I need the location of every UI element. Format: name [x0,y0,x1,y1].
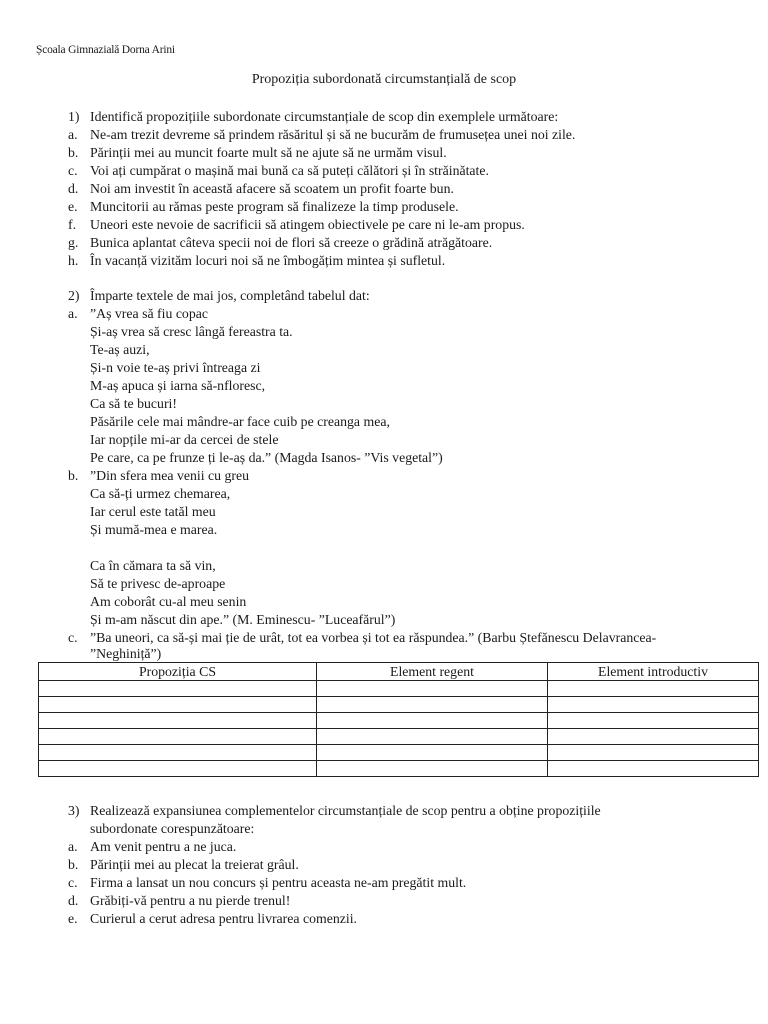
table-row [39,745,759,761]
poem-b-line: Să te privesc de-aproape [90,576,226,591]
poem-a-line: M-aș apuca și iarna să-nfloresc, [90,378,266,393]
answer-table [38,662,759,777]
table-cell[interactable] [548,681,759,697]
poem-a-line: Pe care, ca pe frunze ți le-aș da.” (Magda Isanos- ”Vis vegetal”) [90,450,443,465]
exercise-2-number: 2) [68,288,80,303]
exercise-1-number: 1) [68,109,80,124]
table-row [39,761,759,777]
table-cell[interactable] [317,697,548,713]
poem-a-line: Te-aș auzi, [90,342,150,357]
table-row [39,681,759,697]
poem-a-line: Și-n voie te-aș privi întreaga zi [90,360,261,375]
exercise-1-item-text: Muncitorii au rămas peste program să finalizeze la timp produsele. [90,199,459,214]
table-cell[interactable] [317,681,548,697]
exercise-3-item-label: b. [68,857,79,872]
exercise-3-item-label: e. [68,911,78,926]
table-cell[interactable] [548,713,759,729]
exercise-3-item-label: c. [68,875,78,890]
exercise-1-item-text: Bunica aplantat câteva specii noi de flori să creeze o grădină atrăgătoare. [90,235,493,250]
column-header-propozitia-cs: Propoziția CS [39,663,317,681]
poem-b-line: Am coborât cu-al meu senin [90,594,247,609]
exercise-2-prompt: Împarte textele de mai jos, completând tabelul dat: [90,288,370,303]
quote-c-label: c. [68,630,78,645]
table-cell[interactable] [39,681,317,697]
exercise-3-item-label: d. [68,893,79,908]
poem-b-line: Și m-am născut din ape.” (M. Eminescu- ”Luceafărul”) [90,612,396,627]
quote-c-line: ”Ba uneori, ca să-și mai ție de urât, tot ea vorbea și tot ea răspundea.” (Barbu Ștefănescu Delavrancea- [90,630,657,645]
table-cell[interactable] [317,713,548,729]
poem-b-line: Și mumă-mea e marea. [90,522,218,537]
exercise-3-number: 3) [68,803,80,818]
poem-b-line: Ca să-ți urmez chemarea, [90,486,231,501]
exercise-1-item-text: În vacanță vizităm locuri noi să ne îmbogățim mintea și sufletul. [90,253,446,268]
table-cell[interactable] [39,697,317,713]
table-cell[interactable] [548,761,759,777]
poem-b-label: b. [68,468,79,483]
poem-b-line: ”Din sfera mea venii cu greu [90,468,249,483]
school-name: Școala Gimnazială Dorna Arini [36,44,175,56]
exercise-1-item-text: Uneori este nevoie de sacrificii să atingem obiectivele pe care ni le-am propus. [90,217,525,232]
poem-a-line: Păsările cele mai mândre-ar face cuib pe creanga mea, [90,414,390,429]
exercise-1-item-text: Voi ați cumpărat o mașină mai bună ca să puteți călători și în străinătate. [90,163,489,178]
poem-a-line: Ca să te bucuri! [90,396,177,411]
poem-a-line: ”Aș vrea să fiu copac [90,306,208,321]
poem-a-line: Și-aș vrea să cresc lângă fereastra ta. [90,324,293,339]
exercise-3-item-text: Grăbiți-vă pentru a nu pierde trenul! [90,893,291,908]
exercise-3-item-text: Părinții mei au plecat la treierat grâul. [90,857,299,872]
table-row [39,729,759,745]
poem-a-line: Iar nopțile mi-ar da cercei de stele [90,432,279,447]
exercise-1-item-text: Ne-am trezit devreme să prindem răsăritul și să ne bucurăm de frumusețea unei noi zile. [90,127,576,142]
table-cell[interactable] [548,745,759,761]
exercise-1-item-label: c. [68,163,78,178]
exercise-3-item-text: Curierul a cerut adresa pentru livrarea comenzii. [90,911,357,926]
page-title: Propoziția subordonată circumstanțială de scop [251,72,517,87]
table-cell[interactable] [548,697,759,713]
table-cell[interactable] [317,745,548,761]
exercise-3-item-text: Firma a lansat un nou concurs și pentru aceasta ne-am pregătit mult. [90,875,467,890]
exercise-1-item-label: f. [68,217,77,232]
column-header-element-regent: Element regent [317,663,548,681]
exercise-3-prompt-line: subordonate corespunzătoare: [90,821,255,836]
table-row [39,713,759,729]
poem-b-line: Ca în cămara ta să vin, [90,558,216,573]
table-cell[interactable] [317,761,548,777]
exercise-3-prompt-line: Realizează expansiunea complementelor circumstanțiale de scop pentru a obține propozițiile [90,803,601,818]
exercise-3-item-label: a. [68,839,78,854]
poem-b-line: Iar cerul este tatăl meu [90,504,216,519]
exercise-1-item-label: b. [68,145,79,160]
exercise-1-item-label: e. [68,199,78,214]
exercise-1-prompt: Identifică propozițiile subordonate circumstanțiale de scop din exemplele următoare: [90,109,559,124]
table-cell[interactable] [39,713,317,729]
exercise-1-item-label: h. [68,253,79,268]
exercise-1-item-label: d. [68,181,79,196]
table-cell[interactable] [39,745,317,761]
table-cell[interactable] [39,761,317,777]
table-cell[interactable] [317,729,548,745]
exercise-1-item-text: Noi am investit în această afacere să scoatem un profit foarte bun. [90,181,454,196]
exercise-1-item-label: g. [68,235,79,250]
quote-c-line: ”Neghiniță”) [90,646,162,661]
exercise-1-item-text: Părinții mei au muncit foarte mult să ne ajute să ne urmăm visul. [90,145,447,160]
exercise-3-item-text: Am venit pentru a ne juca. [90,839,237,854]
column-header-element-introductiv: Element introductiv [548,663,759,681]
table-cell[interactable] [548,729,759,745]
table-cell[interactable] [39,729,317,745]
exercise-1-item-label: a. [68,127,78,142]
poem-a-label: a. [68,306,78,321]
table-row [39,697,759,713]
